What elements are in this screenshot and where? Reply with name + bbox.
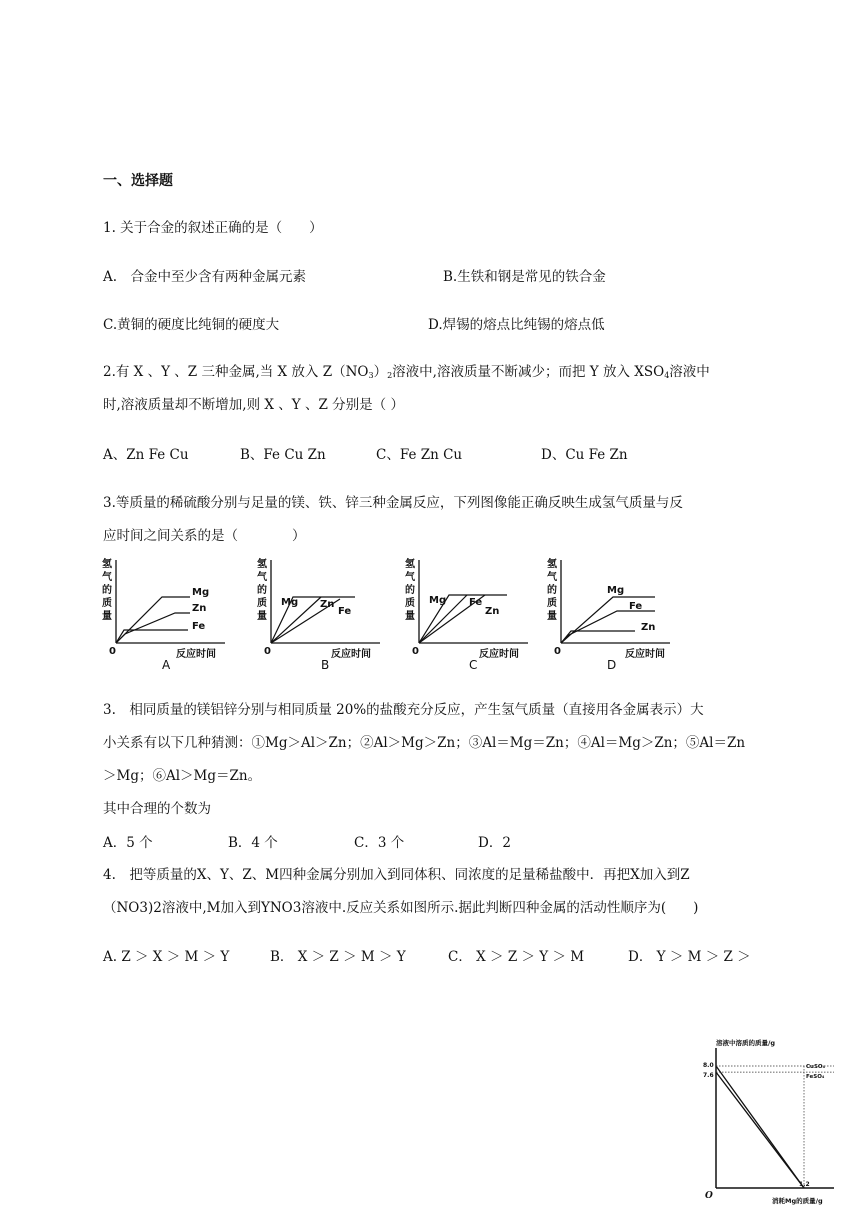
chart-x-label: 消耗Mg的质量/g [772, 1197, 823, 1205]
y-tick-label-1: 7.6 [703, 1072, 714, 1080]
line-zn [116, 613, 190, 643]
q3b-stem-line1: 3. 相同质量的镁铝锌分别与相同质量 20%的盐酸充分反应，产生氢气质量（直接用各金属表示）大 [103, 702, 704, 718]
q3b-option-b: B．4 个 [228, 835, 278, 851]
label-fe: Fe [629, 601, 643, 612]
label-zn: Zn [485, 606, 500, 617]
q4-option-d: D． Y ＞ M ＞ Z ＞ [628, 949, 751, 965]
q4-option-a: A. Z ＞ X ＞ M ＞ Y [103, 949, 230, 965]
graph-y-label-5: 量 [547, 611, 557, 622]
y-tick-label-0: 8.0 [703, 1062, 714, 1069]
series-label-0: CuSO₄ [806, 1064, 825, 1070]
graph-y-label-2: 气 [547, 572, 557, 583]
graph-x-label: 反应时间 [625, 649, 665, 660]
label-mg: Mg [429, 595, 447, 606]
graph-y-label-4: 质 [547, 598, 557, 609]
label-zn: Zn [192, 603, 207, 614]
graph-origin: 0 [264, 646, 271, 657]
graph-y-label-3: 的 [257, 585, 267, 596]
q3b-option-d: D．2 [478, 835, 511, 851]
q3b-stem-line4: 其中合理的个数为 [103, 801, 211, 817]
graph-y-label-1: 氢 [547, 559, 557, 570]
label-fe: Fe [192, 621, 206, 632]
q2-option-d: D、Cu Fe Zn [541, 447, 628, 463]
graph-y-label-1: 氢 [102, 559, 112, 570]
q4-stem-line2: （NO3)2溶液中,M加入到YNO3溶液中.反应关系如图所示.据此判断四种金属的活动性顺序为( ) [103, 900, 699, 916]
q3b-option-c: C．3 个 [354, 835, 405, 851]
graph-letter: A [162, 658, 171, 672]
q1-option-b: B.生铁和钢是常见的铁合金 [443, 269, 606, 285]
q3b-option-a: A．5 个 [103, 835, 153, 851]
q3b-stem-line3: ＞Mg；⑥Al＞Mg＝Zn。 [103, 768, 262, 784]
q3b-stem-line2: 小关系有以下几种猜测：①Mg＞Al＞Zn；②Al＞Mg＞Zn；③Al＝Mg＝Zn；④Al＝Mg＞Zn；⑤Al＝Zn [103, 735, 746, 751]
series-label-1: FeSO₄ [806, 1074, 825, 1081]
graph-origin: 0 [109, 646, 116, 657]
graph-y-label-2: 气 [257, 572, 267, 583]
graph-y-label-2: 气 [102, 572, 112, 583]
q1-option-c: C.黄铜的硬度比纯铜的硬度大 [103, 317, 280, 333]
label-fe: Fe [338, 606, 352, 617]
label-mg: Mg [192, 587, 210, 598]
graph-d [545, 555, 675, 670]
graph-a [100, 555, 230, 670]
graph-c [403, 555, 533, 670]
graph-y-label-3: 的 [102, 585, 112, 596]
q4-option-b: B． X ＞ Z ＞ M ＞ Y [270, 949, 406, 965]
q4-option-c: C． X ＞ Z ＞ Y ＞ M [448, 949, 585, 965]
q1-stem: 1. 关于合金的叙述正确的是（ ） [103, 220, 323, 236]
graph-y-label-1: 氢 [405, 559, 415, 570]
q2-option-a: A、Zn Fe Cu [103, 447, 189, 463]
label-mg: Mg [281, 597, 299, 608]
graph-y-label-1: 氢 [257, 559, 267, 570]
section-title: 一、选择题 [103, 173, 173, 189]
chart-y-label: 溶液中溶质的质量/g [716, 1039, 776, 1047]
mass-chart [700, 1036, 840, 1206]
graph-letter: B [321, 658, 330, 672]
q4-stem-line1: 4. 把等质量的X、Y、Z、M四种金属分别加入到同体积、同浓度的足量稀盐酸中．再把X加入到Z [103, 867, 690, 883]
q1-option-d: D.焊锡的熔点比纯锡的熔点低 [428, 317, 605, 333]
q2-option-b: B、Fe Cu Zn [240, 447, 326, 463]
label-zn: Zn [641, 622, 656, 633]
graph-y-label-5: 量 [257, 611, 267, 622]
graph-y-label-4: 质 [102, 598, 112, 609]
q1-option-a: A. 合金中至少含有两种金属元素 [103, 269, 307, 285]
graph-x-label: 反应时间 [479, 649, 519, 660]
graph-x-label: 反应时间 [176, 649, 216, 660]
graph-y-label-4: 质 [405, 598, 415, 609]
graph-y-label-2: 气 [405, 572, 415, 583]
graph-letter: C [469, 658, 478, 672]
graph-y-label-5: 量 [405, 611, 415, 622]
series-line-1 [716, 1072, 804, 1188]
graph-origin: 0 [412, 646, 419, 657]
graph-letter: D [607, 658, 617, 672]
q3a-stem-line2: 应时间之间关系的是（ ） [103, 528, 306, 544]
graph-b [255, 555, 385, 670]
graph-y-label-5: 量 [102, 611, 112, 622]
q2-stem-line2: 时,溶液质量却不断增加,则 X 、Y 、Z 分别是（ ） [103, 397, 404, 413]
graph-y-label-3: 的 [405, 585, 415, 596]
q2-option-c: C、Fe Zn Cu [376, 447, 463, 463]
graph-y-label-3: 的 [547, 585, 557, 596]
graph-x-label: 反应时间 [331, 649, 371, 660]
graph-origin: 0 [554, 646, 561, 657]
graph-y-label-4: 质 [257, 598, 267, 609]
q2-stem-line1: 2.有 X 、Y 、Z 三种金属,当 X 放入 $Z(NO_3)_2$溶液中,溶液质量不断减少；而把 Y 放入 $XSO_4$溶液中 [103, 364, 710, 380]
line-mg [116, 597, 190, 643]
x-tick-label-0: 1.2 [799, 1181, 810, 1188]
label-mg: Mg [607, 585, 625, 596]
label-fe: Fe [469, 597, 483, 608]
chart-origin: O [705, 1191, 713, 1201]
label-zn: Zn [320, 599, 335, 610]
q3a-stem-line1: 3.等质量的稀硫酸分别与足量的镁、铁、锌三种金属反应，下列图像能正确反映生成氢气质量与反 [103, 495, 683, 511]
